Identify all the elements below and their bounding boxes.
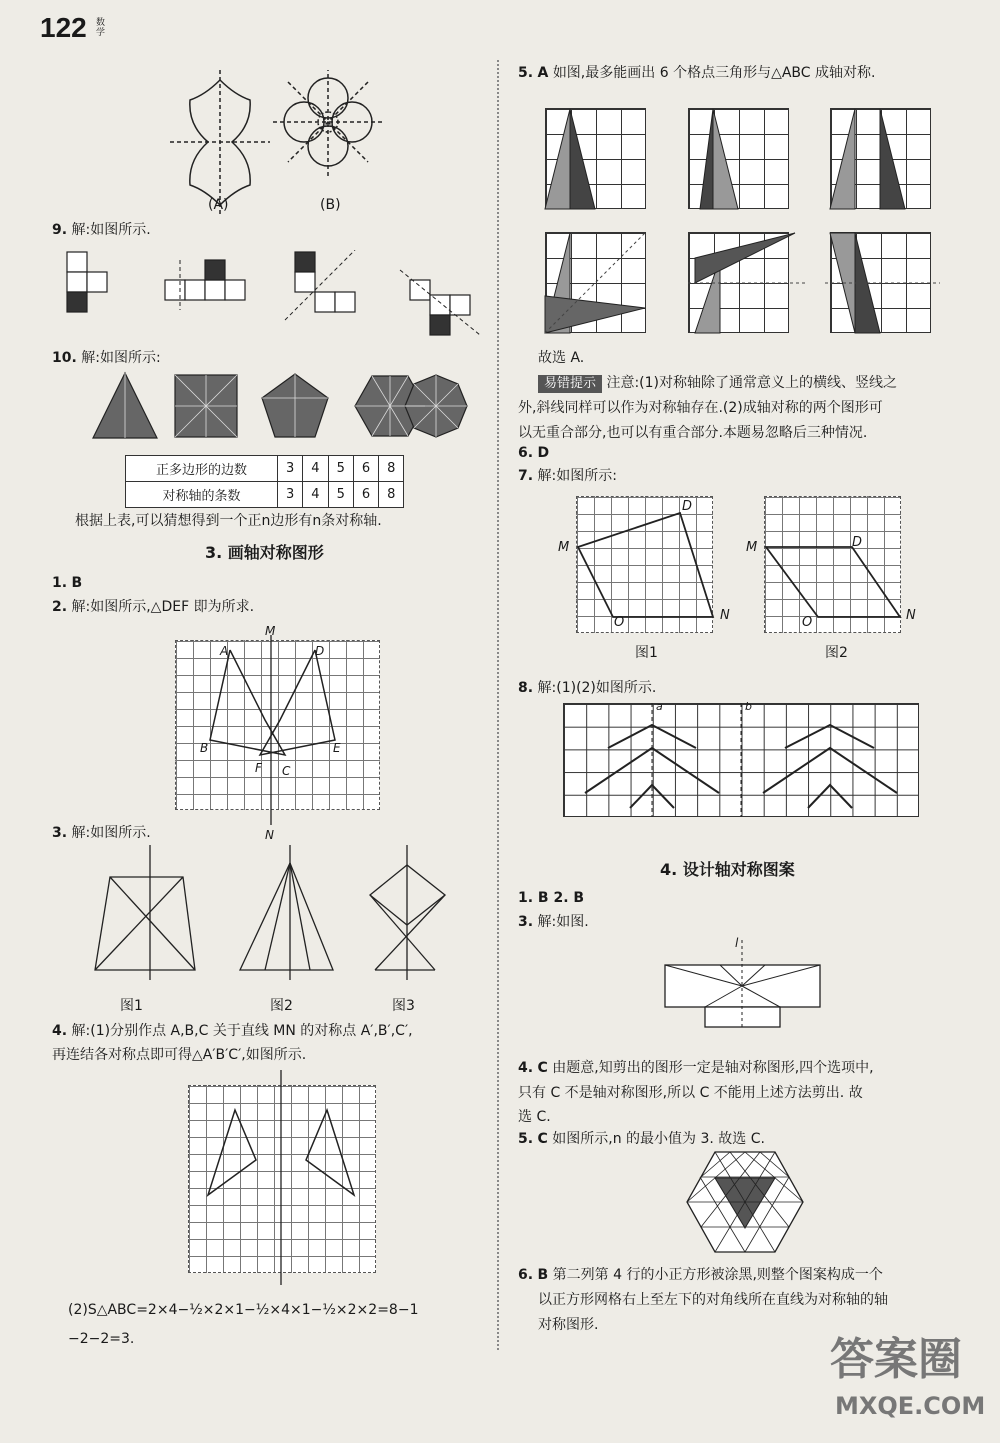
s3-q4-text1: 解:(1)分别作点 A,B,C 关于直线 MN 的对称点 A′,B′,C′, xyxy=(71,1023,413,1039)
table-cell: 6 xyxy=(353,482,378,508)
q7-label-n2: N xyxy=(906,608,916,623)
q7-label-o2: O xyxy=(802,615,813,630)
q7-caption-1: 图1 xyxy=(635,645,658,661)
q5-conclusion: 故选 A. xyxy=(538,350,585,366)
s4-q4-text2: 只有 C 不是轴对称图形,所以 C 不能用上述方法剪出. 故 xyxy=(518,1085,863,1101)
s4-q4-line1 xyxy=(518,1055,874,1081)
q6-answer: D xyxy=(537,445,550,461)
q10-text: 解:如图所示: xyxy=(81,350,161,366)
table-cell: 4 xyxy=(303,482,328,508)
label-e: E xyxy=(333,741,341,755)
s4-q4-text3: 选 C. xyxy=(518,1109,551,1125)
s4-q6-number: 6. xyxy=(518,1267,534,1283)
s3-q3-caption-3: 图3 xyxy=(392,998,415,1014)
q7-label-m: M xyxy=(558,540,570,555)
q7-text: 解:如图所示: xyxy=(537,468,617,484)
fig-label-b: (B) xyxy=(320,197,341,213)
s3-q3-caption-2: 图2 xyxy=(270,998,293,1014)
label-c: C xyxy=(282,764,291,778)
q10-number: 10. xyxy=(52,350,77,366)
table-row xyxy=(126,456,404,482)
q9-figures xyxy=(65,250,485,340)
q9-text: 解:如图所示. xyxy=(71,222,151,238)
q9-number: 9. xyxy=(52,222,68,238)
label-f: F xyxy=(255,761,262,775)
s4-q3-line xyxy=(518,909,589,935)
s4-q4-answer: C xyxy=(537,1060,548,1076)
s3-q4-part2-line1: (2)S△ABC=2×4−½×2×1−½×4×1−½×2×2=8−1 xyxy=(68,1302,419,1318)
q8-line xyxy=(518,675,656,701)
q8-number: 8. xyxy=(518,680,534,696)
watermark-url: MXQE.COM xyxy=(835,1392,986,1420)
table-cell: 3 xyxy=(278,482,303,508)
s4-q6-text3: 对称图形. xyxy=(538,1317,599,1333)
table-cell: 6 xyxy=(353,456,378,482)
s4-q4-number: 4. xyxy=(518,1060,534,1076)
table-cell: 5 xyxy=(328,482,353,508)
tip-line1 xyxy=(538,370,897,396)
s3-q4-part2-line2: −2−2=3. xyxy=(68,1331,135,1347)
s4-q6-answer: B xyxy=(537,1267,549,1283)
s3-q3-caption-1: 图1 xyxy=(120,998,143,1014)
s3-q1-answer: B xyxy=(71,575,83,591)
s3-q1-number: 1. xyxy=(52,575,68,591)
q7-label-o: O xyxy=(614,615,625,630)
q7-label-n: N xyxy=(720,608,730,623)
q7-label-d: D xyxy=(682,499,693,514)
s4-q4-text1: 由题意,知剪出的图形一定是轴对称图形,四个选项中, xyxy=(552,1060,874,1076)
page-number: 122 xyxy=(40,12,87,43)
section3-title: 3. 画轴对称图形 xyxy=(205,543,324,562)
q8-text: 解:(1)(2)如图所示. xyxy=(537,680,657,696)
q8-label-a: a xyxy=(656,700,663,713)
s3-q3-number: 3. xyxy=(52,825,68,841)
label-b: B xyxy=(200,741,209,755)
s3-q3-text: 解:如图所示. xyxy=(71,825,151,841)
s4-q5-hexagon xyxy=(685,1150,805,1255)
label-n: N xyxy=(265,828,274,842)
s3-q4-number: 4. xyxy=(52,1023,68,1039)
s4-q6-text2: 以正方形网格右上至左下的对角线所在直线为对称轴的轴 xyxy=(538,1292,888,1308)
label-m: M xyxy=(265,624,276,638)
s4-q5-line xyxy=(518,1126,765,1152)
s3-q2-line xyxy=(52,594,254,620)
s3-q4-text2: 再连结各对称点即可得△A′B′C′,如图所示. xyxy=(52,1047,307,1063)
s4-q3-label-l: l xyxy=(735,936,739,950)
q7-line xyxy=(518,463,617,489)
q8-figures xyxy=(150,70,390,220)
s4-q1-q2: 1. B 2. B xyxy=(518,890,585,906)
s3-q4-figure xyxy=(188,1065,388,1290)
tip-text1: 注意:(1)对称轴除了通常意义上的横线、竖线之 xyxy=(606,375,898,391)
s3-q2-number: 2. xyxy=(52,599,68,615)
s4-q3-text: 解:如图. xyxy=(537,914,589,930)
fig-label-a: (A) xyxy=(208,197,229,213)
s4-q3-figure xyxy=(660,940,830,1035)
label-d: D xyxy=(315,644,325,658)
tip-badge: 易错提示 xyxy=(538,375,602,393)
s4-q5-text: 如图所示,n 的最小值为 3. 故选 C. xyxy=(552,1131,765,1147)
section4-title: 4. 设计轴对称图案 xyxy=(660,860,795,879)
label-a: A xyxy=(220,644,229,658)
s3-q3-figures xyxy=(85,845,465,985)
q10-conclusion: 根据上表,可以猜想得到一个正n边形有n条对称轴. xyxy=(75,513,382,529)
column-divider xyxy=(497,60,499,1350)
q5-number: 5. xyxy=(518,65,534,81)
s3-q2-figure xyxy=(175,620,395,840)
tip-text2: 外,斜线同样可以作为对称轴存在.(2)成轴对称的两个图形可 xyxy=(518,400,883,416)
row-label: 对称轴的条数 xyxy=(126,482,278,508)
symmetry-table xyxy=(125,455,404,508)
table-cell: 5 xyxy=(328,456,353,482)
q6-number: 6. xyxy=(518,445,534,461)
q10-line xyxy=(52,345,161,371)
s3-q4-line1 xyxy=(52,1018,413,1044)
q7-caption-2: 图2 xyxy=(825,645,848,661)
table-cell: 3 xyxy=(278,456,303,482)
s3-q2-text: 解:如图所示,△DEF 即为所求. xyxy=(71,599,255,615)
q7-label-d2: D xyxy=(852,535,863,550)
s4-q3-number: 3. xyxy=(518,914,534,930)
s4-q6-line1 xyxy=(518,1262,883,1288)
table-cell: 8 xyxy=(379,482,404,508)
row-label: 正多边形的边数 xyxy=(126,456,278,482)
s4-q5-number: 5. xyxy=(518,1131,534,1147)
q5-line xyxy=(518,60,875,86)
q5-text: 如图,最多能画出 6 个格点三角形与△ABC 成轴对称. xyxy=(552,65,876,81)
q9-line xyxy=(52,217,151,243)
watermark-logo: 答案圈 xyxy=(830,1334,962,1385)
s3-q3-line xyxy=(52,820,151,846)
s3-q1-line xyxy=(52,570,82,596)
table-cell: 8 xyxy=(379,456,404,482)
q8-figure xyxy=(563,703,919,817)
table-cell: 4 xyxy=(303,456,328,482)
q8-label-b: b xyxy=(745,700,752,713)
table-row xyxy=(126,482,404,508)
q10-polygons xyxy=(90,370,470,445)
q7-label-m2: M xyxy=(746,540,758,555)
q5-triangles xyxy=(540,100,940,340)
s4-q5-answer: C xyxy=(537,1131,548,1147)
tip-text3: 以无重合部分,也可以有重合部分.本题易忽略后三种情况. xyxy=(518,425,868,441)
figure-b xyxy=(273,70,383,177)
q7-number: 7. xyxy=(518,468,534,484)
s4-q6-text1: 第二列第 4 行的小正方形被涂黑,则整个图案构成一个 xyxy=(552,1267,883,1283)
q5-answer: A xyxy=(537,65,549,81)
corner-mark: 数学 xyxy=(96,18,106,38)
